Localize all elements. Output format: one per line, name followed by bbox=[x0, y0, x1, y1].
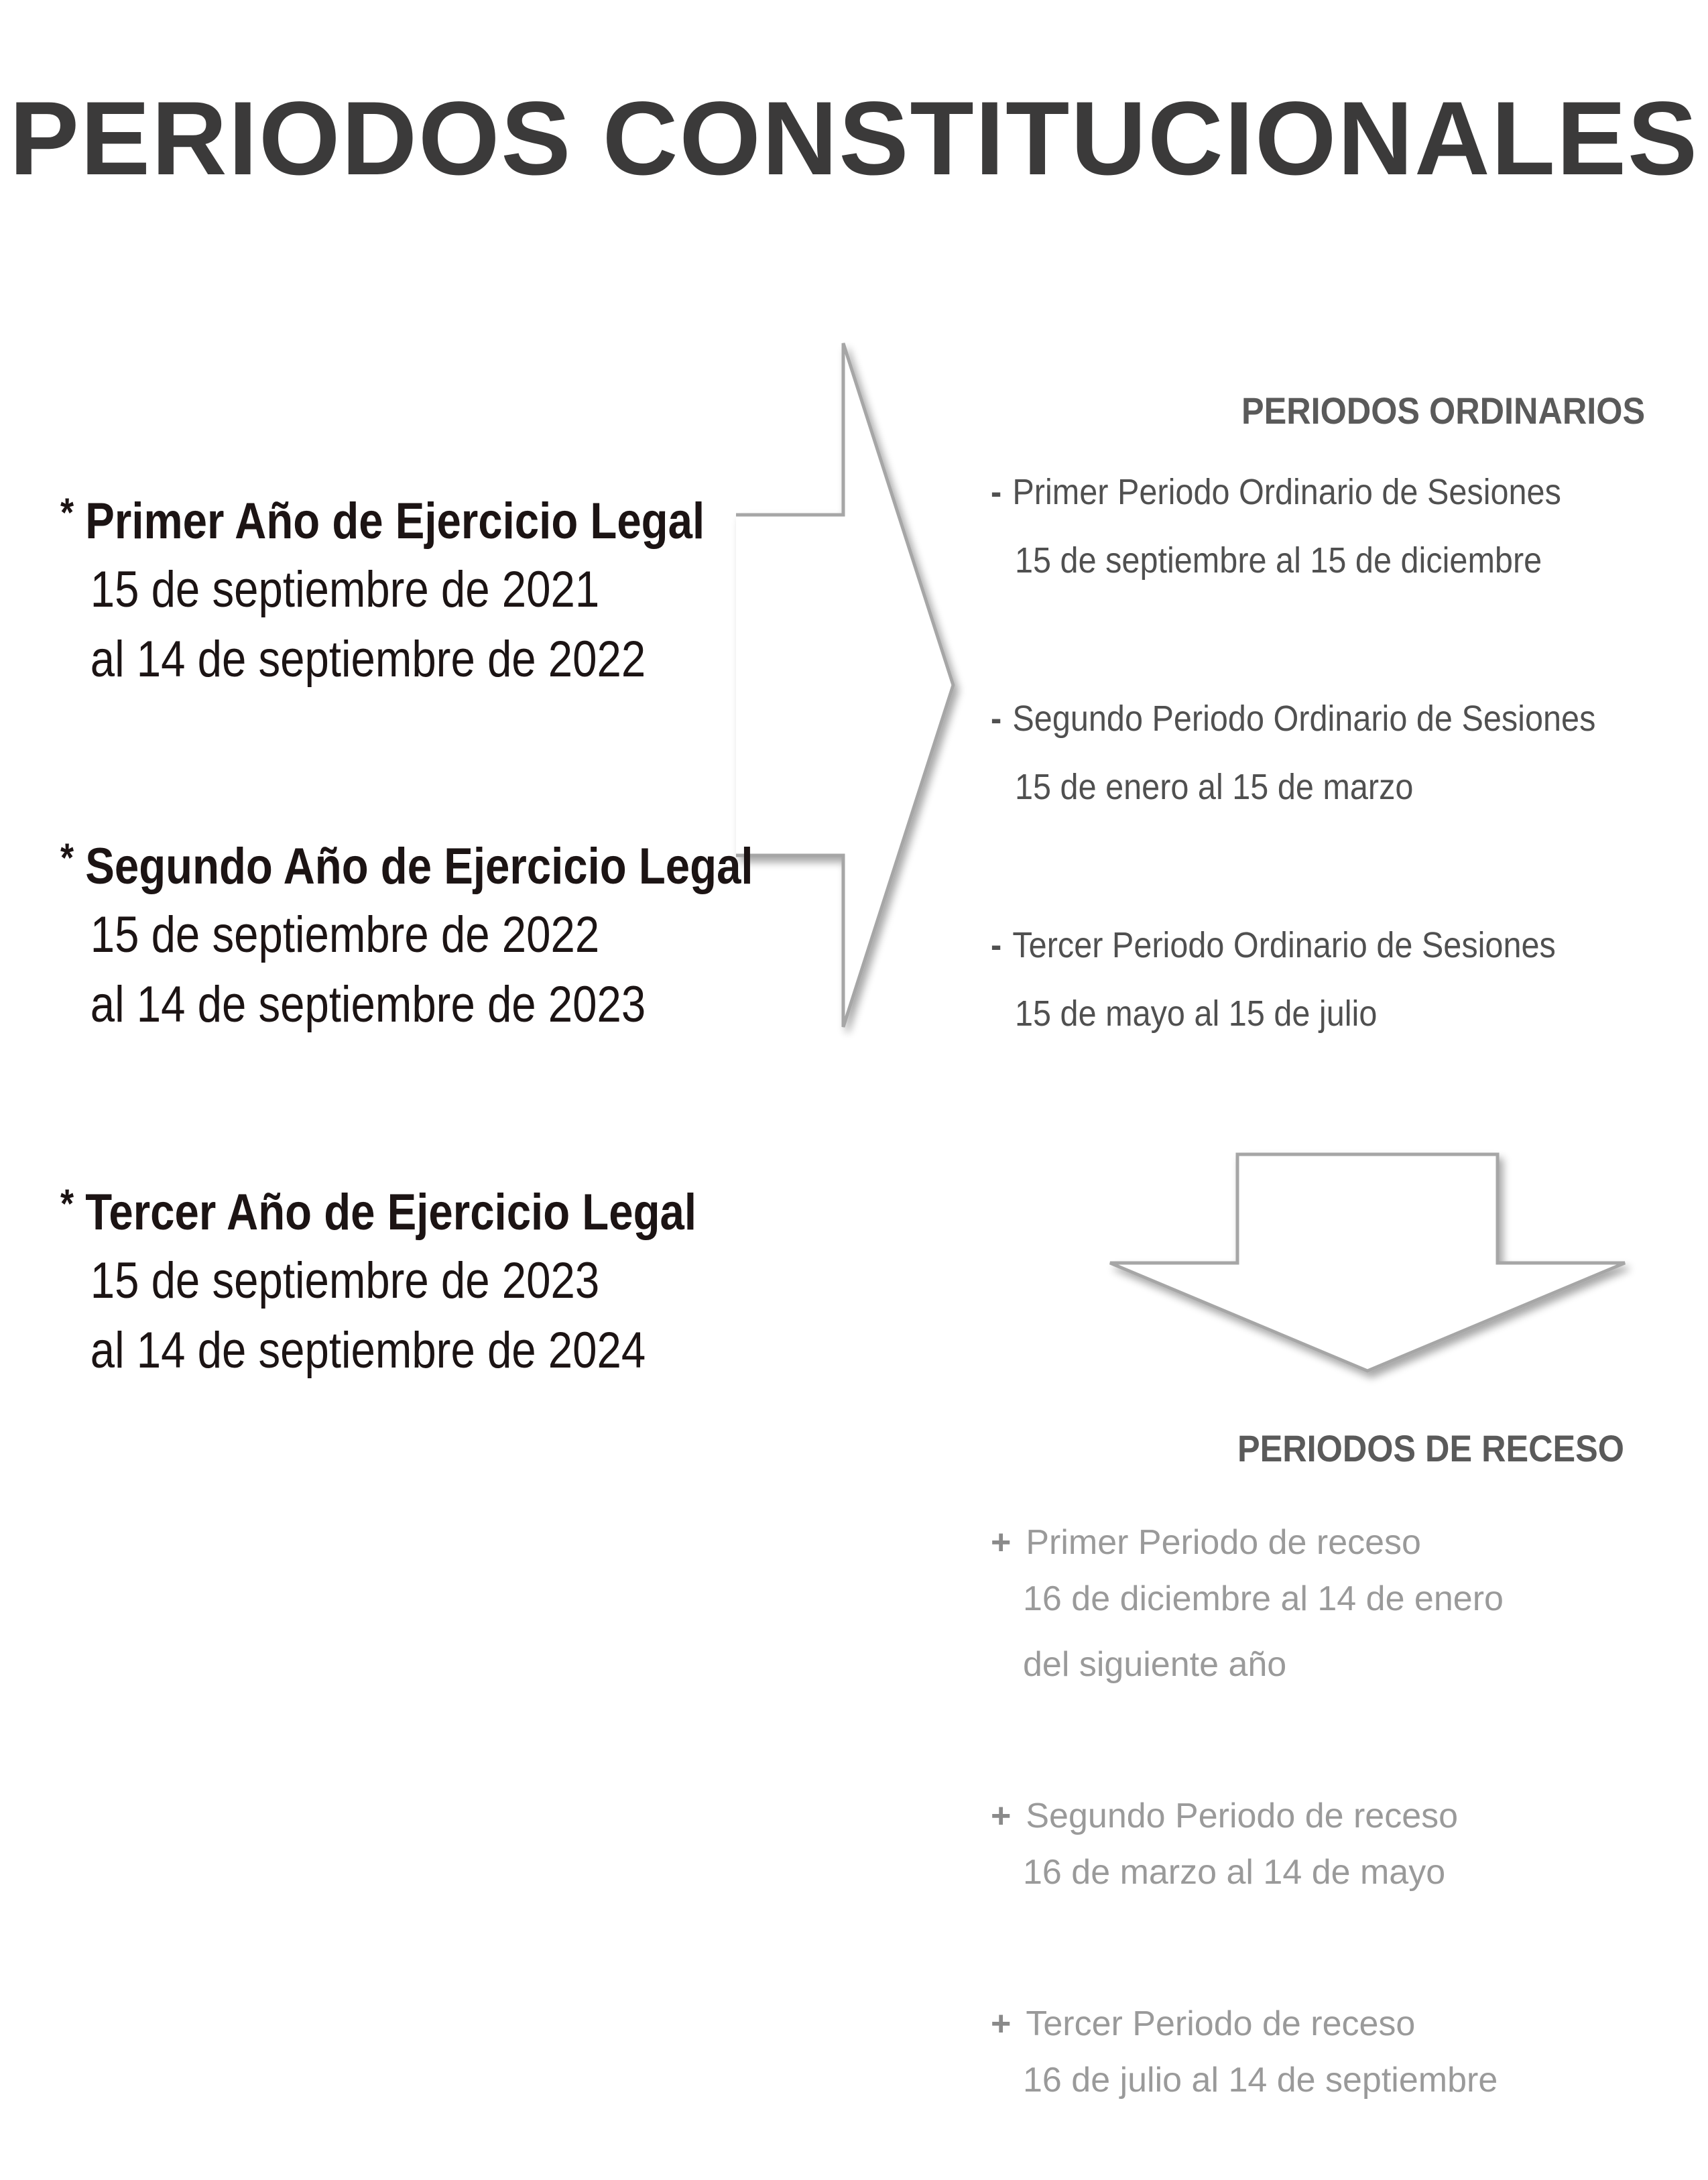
receso-item-2 bbox=[991, 1793, 1458, 1905]
receso-dates: 16 de julio al 14 de septiembre bbox=[1023, 2061, 1498, 2100]
ordinario-item-2 bbox=[991, 694, 1663, 811]
ordinario-item-1 bbox=[991, 468, 1624, 585]
dash-marker: - bbox=[991, 699, 1002, 739]
receso-item-3 bbox=[991, 2000, 1498, 2113]
legal-year-start: 15 de septiembre de 2023 bbox=[90, 1252, 600, 1309]
ordinario-label: Primer Periodo Ordinario de Sesiones bbox=[1012, 472, 1561, 512]
legal-year-title: Primer Año de Ejercicio Legal bbox=[85, 493, 705, 550]
ordinario-dates: 15 de enero al 15 de marzo bbox=[1015, 767, 1414, 807]
ordinario-label: Segundo Periodo Ordinario de Sesiones bbox=[1012, 699, 1596, 739]
legal-year-title: Segundo Año de Ejercicio Legal bbox=[85, 838, 753, 895]
receso-name bbox=[991, 2000, 1498, 2047]
receso-label: Segundo Periodo de receso bbox=[1026, 1797, 1459, 1835]
asterisk-marker: * bbox=[60, 835, 74, 880]
receso-item-1 bbox=[991, 1519, 1504, 1697]
ordinario-name bbox=[991, 921, 1556, 969]
dash-marker: - bbox=[991, 472, 1002, 512]
receso-label: Tercer Periodo de receso bbox=[1026, 2004, 1416, 2043]
receso-title: PERIODOS DE RECESO bbox=[1237, 1427, 1624, 1469]
legal-year-end: al 14 de septiembre de 2022 bbox=[90, 631, 646, 688]
plus-marker: + bbox=[991, 1523, 1012, 1562]
legal-year-heading bbox=[60, 825, 753, 900]
ordinario-name bbox=[991, 694, 1595, 743]
legal-year-end: al 14 de septiembre de 2024 bbox=[90, 1322, 646, 1379]
asterisk-marker: * bbox=[60, 490, 74, 535]
legal-year-title: Tercer Año de Ejercicio Legal bbox=[85, 1184, 697, 1241]
receso-dates: 16 de marzo al 14 de mayo bbox=[1023, 1853, 1446, 1892]
dash-marker: - bbox=[991, 925, 1002, 965]
legal-year-start: 15 de septiembre de 2021 bbox=[90, 561, 600, 618]
ordinario-dates: 15 de mayo al 15 de julio bbox=[1015, 993, 1378, 1034]
down-arrow-shape bbox=[1110, 1154, 1625, 1371]
legal-year-start: 15 de septiembre de 2022 bbox=[90, 906, 600, 963]
legal-year-3 bbox=[60, 1170, 800, 1386]
page-title: PERIODOS CONSTITUCIONALES bbox=[9, 80, 1699, 197]
receso-label: Primer Periodo de receso bbox=[1026, 1523, 1421, 1562]
ordinarios-title: PERIODOS ORDINARIOS bbox=[1241, 389, 1646, 432]
ordinario-dates: 15 de septiembre al 15 de diciembre bbox=[1015, 540, 1542, 581]
ordinario-item-3 bbox=[991, 921, 1618, 1038]
legal-year-1 bbox=[60, 479, 810, 694]
plus-marker: + bbox=[991, 2004, 1012, 2043]
legal-year-heading bbox=[60, 1170, 696, 1246]
ordinario-name bbox=[991, 468, 1561, 516]
receso-dates-continued: del siguiente año bbox=[1023, 1645, 1287, 1684]
legal-year-end: al 14 de septiembre de 2023 bbox=[90, 976, 646, 1033]
ordinario-label: Tercer Periodo Ordinario de Sesiones bbox=[1012, 925, 1556, 965]
receso-name bbox=[991, 1519, 1504, 1566]
plus-marker: + bbox=[991, 1797, 1012, 1835]
receso-dates: 16 de diciembre al 14 de enero bbox=[1023, 1579, 1504, 1618]
receso-name bbox=[991, 1793, 1458, 1839]
asterisk-marker: * bbox=[60, 1181, 74, 1226]
legal-year-heading bbox=[60, 479, 705, 555]
legal-year-2 bbox=[60, 825, 866, 1040]
